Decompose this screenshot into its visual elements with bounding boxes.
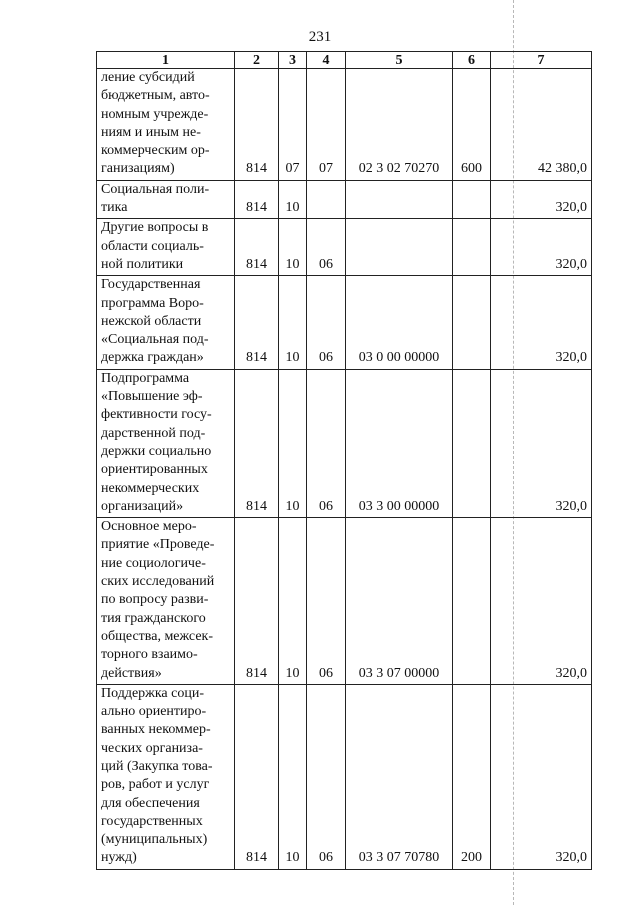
cell-amount: 320,0 (491, 276, 592, 369)
cell-name-line: коммерческим ор- (101, 143, 210, 159)
cell-subsection: 06 (307, 219, 346, 276)
cell-name (97, 69, 235, 181)
cell-name-line: Поддержка соци- (101, 685, 205, 701)
cell-name-line: ориентированных (101, 462, 208, 478)
cell-name-line: для обеспечения (101, 795, 200, 811)
cell-name-line: дарственной под- (101, 425, 206, 441)
cell-name (97, 180, 235, 219)
cell-name-line: Подпрограмма (101, 370, 190, 386)
cell-grbs: 814 (235, 69, 279, 181)
cell-amount: 320,0 (491, 518, 592, 685)
cell-amount: 320,0 (491, 684, 592, 869)
cell-name-line: номным учрежде- (101, 106, 209, 122)
cell-name-line: ров, работ и услуг (101, 777, 210, 793)
cell-name-line: Основное меро- (101, 519, 197, 535)
cell-name-line: ций (Закупка това- (101, 758, 213, 774)
cell-target-article: 02 3 02 70270 (346, 69, 453, 181)
cell-name-line: ление субсидий (101, 70, 195, 85)
cell-name-line: бюджетным, авто- (101, 88, 210, 104)
cell-target-article: 03 0 00 00000 (346, 276, 453, 369)
cell-expense-type: 600 (453, 69, 491, 181)
cell-amount: 42 380,0 (491, 69, 592, 181)
cell-name-line: ческих организа- (101, 740, 203, 756)
cell-grbs: 814 (235, 219, 279, 276)
cell-section: 07 (279, 69, 307, 181)
table-header-row (97, 52, 592, 69)
cell-name-line: программа Воро- (101, 295, 204, 311)
cell-name-line: области социаль- (101, 238, 204, 254)
cell-name-line: действия» (101, 665, 162, 681)
cell-target-article: 03 3 00 00000 (346, 369, 453, 517)
cell-amount: 320,0 (491, 180, 592, 219)
cell-name-line: Социальная поли- (101, 181, 210, 197)
cell-grbs: 814 (235, 684, 279, 869)
cell-target-article: 03 3 07 00000 (346, 518, 453, 685)
cell-name-line: некоммерческих (101, 480, 200, 496)
cell-section: 10 (279, 518, 307, 685)
cell-section: 10 (279, 276, 307, 369)
cell-name-line: «Социальная под- (101, 332, 209, 348)
cell-grbs: 814 (235, 369, 279, 517)
table-row (97, 369, 592, 517)
page-number: 231 (308, 29, 332, 45)
table-body (97, 69, 592, 870)
cell-name-line: приятие «Проведе- (101, 537, 215, 553)
header-col-2: 2 (235, 52, 279, 69)
cell-target-article (346, 219, 453, 276)
cell-subsection: 07 (307, 69, 346, 181)
header-col-3: 3 (279, 52, 307, 69)
cell-name-line: ских исследований (101, 574, 215, 590)
cell-name-line: тия гражданского (101, 610, 206, 626)
header-col-4: 4 (307, 52, 346, 69)
budget-table (96, 51, 592, 870)
header-col-1: 1 (97, 52, 235, 69)
cell-name-line: держки социально (101, 443, 212, 459)
cell-expense-type (453, 180, 491, 219)
table-row (97, 69, 592, 181)
cell-name-line: «Повышение эф- (101, 389, 203, 405)
cell-name-line: ванных некоммер- (101, 722, 211, 738)
cell-subsection (307, 180, 346, 219)
cell-name (97, 684, 235, 869)
cell-name-line: по вопросу разви- (101, 592, 209, 608)
cell-expense-type (453, 518, 491, 685)
header-col-6: 6 (453, 52, 491, 69)
cell-name-line: держка граждан» (101, 350, 204, 366)
cell-section: 10 (279, 219, 307, 276)
cell-section: 10 (279, 684, 307, 869)
cell-expense-type (453, 369, 491, 517)
cell-grbs: 814 (235, 180, 279, 219)
cell-name-line: Государственная (101, 277, 201, 293)
cell-section: 10 (279, 180, 307, 219)
table-row (97, 219, 592, 276)
cell-name-line: организаций» (101, 498, 184, 514)
cell-subsection: 06 (307, 518, 346, 685)
cell-name (97, 276, 235, 369)
table-row (97, 276, 592, 369)
cell-target-article (346, 180, 453, 219)
cell-expense-type: 200 (453, 684, 491, 869)
cell-amount: 320,0 (491, 219, 592, 276)
cell-name-line: ние социологиче- (101, 555, 206, 571)
table-row (97, 518, 592, 685)
cell-name-line: ной политики (101, 256, 184, 272)
header-col-7: 7 (491, 52, 592, 69)
cell-expense-type (453, 276, 491, 369)
cell-section: 10 (279, 369, 307, 517)
cell-subsection: 06 (307, 276, 346, 369)
cell-name-line: фективности госу- (101, 407, 212, 423)
cell-name (97, 518, 235, 685)
cell-name-line: общества, межсек- (101, 628, 213, 644)
cell-subsection: 06 (307, 684, 346, 869)
cell-name-line: ально ориентиро- (101, 704, 207, 720)
cell-grbs: 814 (235, 518, 279, 685)
cell-name (97, 369, 235, 517)
cell-amount: 320,0 (491, 369, 592, 517)
cell-name-line: торного взаимо- (101, 647, 198, 663)
cell-name-line: тика (101, 200, 128, 216)
cell-name-line: Другие вопросы в (101, 220, 209, 236)
cell-name-line: нужд) (101, 850, 137, 866)
cell-target-article: 03 3 07 70780 (346, 684, 453, 869)
cell-name-line: государственных (101, 813, 203, 829)
cell-grbs: 814 (235, 276, 279, 369)
cell-name-line: ганизациям) (101, 161, 175, 177)
table-row (97, 180, 592, 219)
cell-name (97, 219, 235, 276)
cell-subsection: 06 (307, 369, 346, 517)
cell-name-line: ниям и иным не- (101, 124, 201, 140)
table-row (97, 684, 592, 869)
header-col-5: 5 (346, 52, 453, 69)
cell-name-line: (муниципальных) (101, 832, 208, 848)
cell-name-line: нежской области (101, 313, 202, 329)
cell-expense-type (453, 219, 491, 276)
